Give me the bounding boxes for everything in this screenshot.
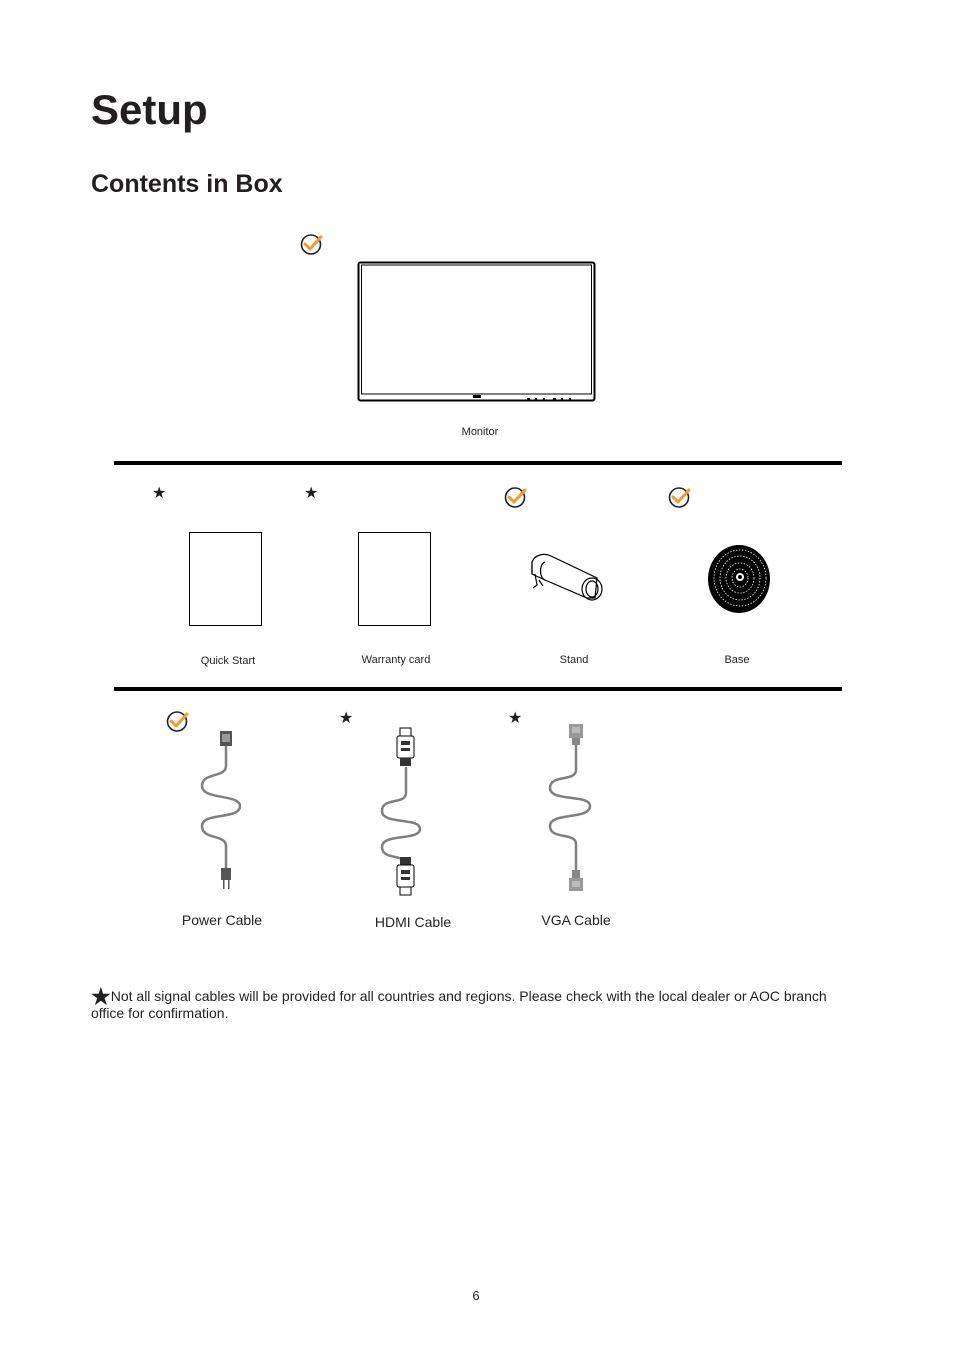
page-title: Setup <box>91 86 208 133</box>
base-illustration <box>706 543 772 615</box>
vga-cable-illustration <box>545 722 605 894</box>
label-power-cable: Power Cable <box>181 912 263 928</box>
optional-star-icon: ★ <box>152 485 167 502</box>
label-warranty-card: Warranty card <box>361 654 431 666</box>
footnote-star-icon: ★ <box>91 984 111 1009</box>
hdmi-cable-illustration <box>375 725 435 897</box>
optional-star-icon: ★ <box>339 710 354 727</box>
included-check-icon <box>668 485 692 509</box>
footnote <box>91 984 861 1022</box>
label-vga-cable: VGA Cable <box>541 912 611 928</box>
stand-illustration <box>525 550 610 610</box>
warranty-card-illustration <box>358 532 431 626</box>
monitor-illustration <box>355 259 600 407</box>
page-number: 6 <box>472 1288 480 1303</box>
section-title: Contents in Box <box>91 170 283 198</box>
label-stand: Stand <box>559 654 589 666</box>
power-cable-illustration <box>195 728 255 893</box>
included-check-icon <box>166 709 190 733</box>
label-quick-start: Quick Start <box>200 655 256 667</box>
label-hdmi-cable: HDMI Cable <box>374 914 452 930</box>
divider <box>114 461 842 465</box>
included-check-icon <box>300 232 324 256</box>
label-monitor: Monitor <box>461 426 499 438</box>
label-base: Base <box>724 654 750 666</box>
included-check-icon <box>504 485 528 509</box>
footnote-text: Not all signal cables will be provided for all countries and regions. Please check with the local dealer or AOC branch office for confirmation. <box>91 988 827 1021</box>
optional-star-icon: ★ <box>304 485 319 502</box>
quick-start-illustration <box>189 532 262 626</box>
optional-star-icon: ★ <box>508 710 523 727</box>
divider <box>114 687 842 691</box>
